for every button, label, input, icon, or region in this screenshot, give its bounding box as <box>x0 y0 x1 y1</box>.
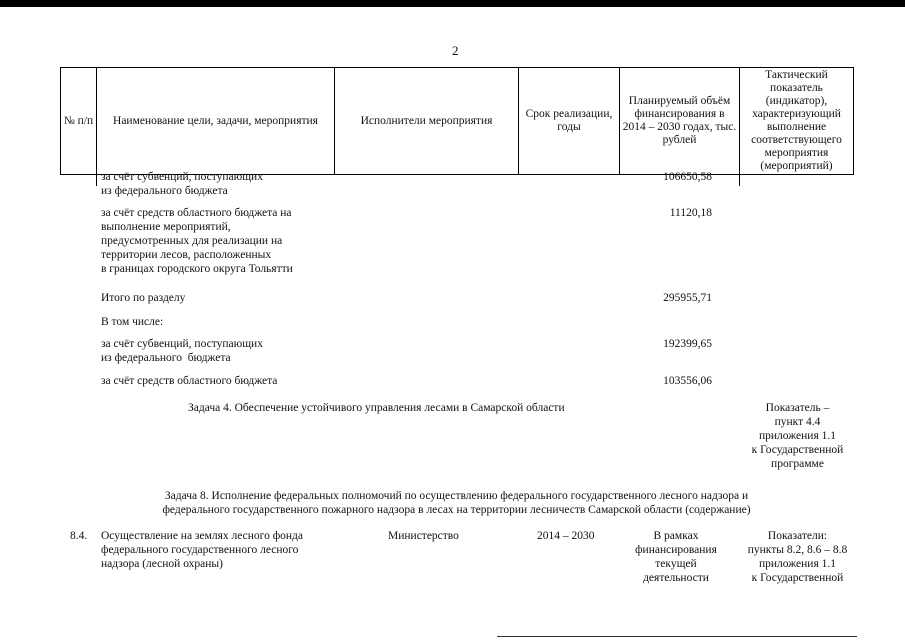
task4-indicator: Показатель – пункт 4.4 приложения 1.1 к Государственной программе <box>751 402 844 470</box>
value-section-total: 295955,71 <box>663 292 712 304</box>
value-subvention-federal-2: 192399,65 <box>663 338 712 350</box>
header-col-indicator: Тактический показатель (индикатор), характеризующий выполнение соответствующего мероприятия (мероприятий) <box>740 68 854 175</box>
row-including: В том числе: <box>101 316 164 328</box>
header-col-financing: Планируемый объём финансирования в 2014 – 2030 годах, тыс. рублей <box>620 68 740 175</box>
row-section-total: Итого по разделу <box>101 292 186 304</box>
column-line-right <box>739 166 740 186</box>
item-8-4-number: 8.4. <box>70 530 88 542</box>
bottom-rule <box>497 636 857 637</box>
top-border <box>0 0 905 7</box>
header-col-term: Срок реализации, годы <box>519 68 620 175</box>
item-8-4-financing: В рамках финансирования текущей деятельности <box>635 530 717 584</box>
header-col-number: № п/п <box>61 68 97 175</box>
page-number: 2 <box>452 43 459 58</box>
item-8-4-name: Осуществление на землях лесного фонда федерального государственного лесного надзора (лесной охраны) <box>101 530 304 570</box>
task4-title: Задача 4. Обеспечение устойчивого управления лесами в Самарской области <box>188 402 565 414</box>
value-subvention-federal: 106650,58 <box>663 171 712 183</box>
row-regional-togliatti: за счёт средств областного бюджета на выполнение мероприятий, предусмотренных для реализации на территории лесов, расположенных в границах городского округа Тольятти <box>101 207 293 275</box>
row-subvention-federal: за счёт субвенций, поступающих из федерального бюджета <box>101 171 263 197</box>
value-regional-budget: 103556,06 <box>663 375 712 387</box>
column-line-left <box>96 166 97 186</box>
item-8-4-indicator: Показатели: пункты 8.2, 8.6 – 8.8 приложения 1.1 к Государственной <box>747 530 848 584</box>
row-subvention-federal-2: за счёт субвенций, поступающих из федерального бюджета <box>101 338 263 364</box>
task8-title: Задача 8. Исполнение федеральных полномочий по осуществлению федерального государственного лесного надзора и федерального государственного пожарного надзора в лесах на территории лесничеств Самарской области (содержание) <box>162 490 751 516</box>
table-header <box>60 67 854 175</box>
value-regional-togliatti: 11120,18 <box>669 207 712 219</box>
header-col-executors: Исполнители мероприятия <box>335 68 519 175</box>
header-col-name: Наименование цели, задачи, мероприятия <box>97 68 335 175</box>
row-regional-budget: за счёт средств областного бюджета <box>101 375 278 387</box>
item-8-4-executor: Министерство <box>388 530 459 542</box>
item-8-4-term: 2014 – 2030 <box>537 530 595 542</box>
